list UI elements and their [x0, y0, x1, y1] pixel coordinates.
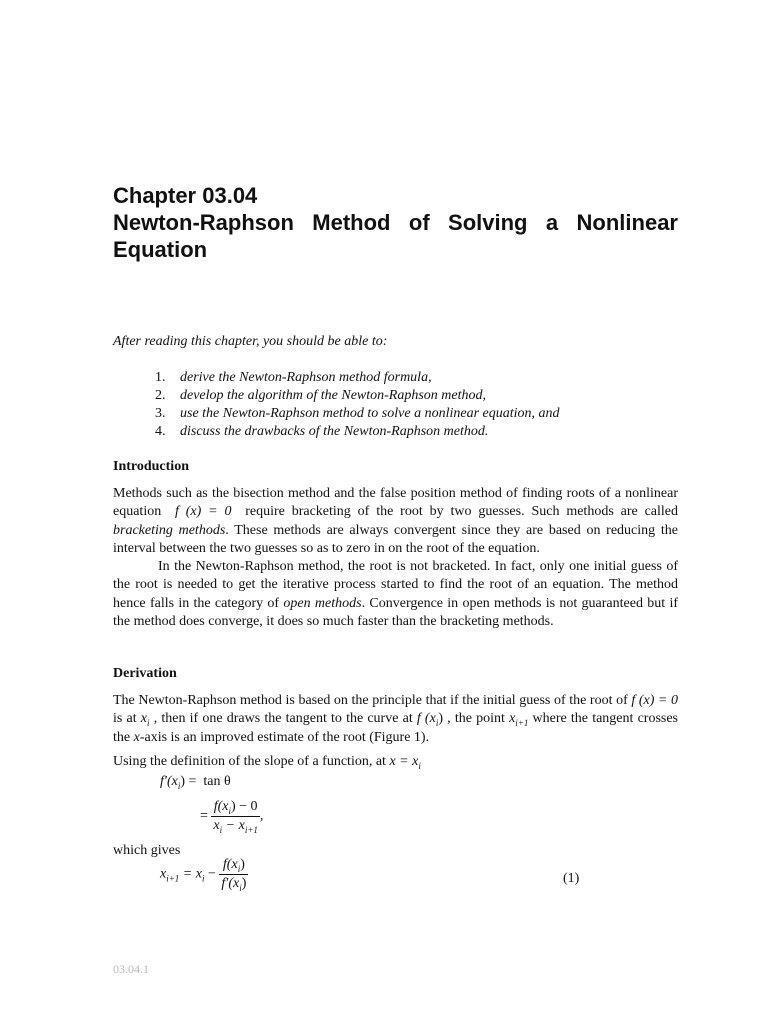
chapter-title [113, 209, 678, 263]
section-heading-introduction: Introduction [113, 459, 189, 474]
chapter-title-line-1: Newton-Raphson Method of Solving a Nonlinear [113, 210, 678, 235]
chapter-number: Chapter 03.04 [113, 183, 258, 208]
slope-definition-line: Using the definition of the slope of a function, at $x = x_i$ [113, 754, 421, 771]
equation-derivative: $f'(x_i) = \tan \theta$ [160, 774, 231, 791]
objectives-intro: After reading this chapter, you should be able to: [113, 334, 388, 349]
fraction: $\frac{f(x_i) - 0}{x_i - x_{i+1}}$ [213, 799, 258, 835]
equation-slope-fraction: = $\frac{f(x_i) - 0}{x_i - x_{i+1}}$ , [200, 799, 264, 835]
equation-number: (1) [563, 871, 580, 886]
objective-item: 4. discuss the drawbacks of the Newton-Raphson method. [155, 424, 489, 439]
introduction-paragraph-2: In the Newton-Raphson method, the root is not bracketed. In fact, only one initial guess of the root is needed to get the iterative process started to find the root of an equation. The method hence falls in the category of open methods. Convergence in open methods is not guaranteed but if the method does converge, it does so much faster than the bracketing methods. [113, 559, 679, 629]
objective-item: 3. use the Newton-Raphson method to solve a nonlinear equation, and [155, 406, 560, 421]
derivation-paragraph: The Newton-Raphson method is based on the principle that if the initial guess of the root of f (x) = 0 is at $x_i$ , then if one draws the tangent to the curve at f $(x_i)$ , the point $x_{i+1}$ where the tangent crosses the x-axis is an improved estimate of the root (Figure 1). [113, 693, 679, 745]
equation-newton-raphson: $x_{i+1} = x_i$ − $\frac{f(x_i)}{f'(x_i)}$ [160, 857, 247, 893]
objective-item: 1. derive the Newton-Raphson method formula, [155, 370, 432, 385]
fraction: $\frac{f(x_i)}{f'(x_i)}$ [221, 857, 247, 893]
objective-item: 2. develop the algorithm of the Newton-Raphson method, [155, 388, 487, 403]
page-number-footer: 03.04.1 [113, 962, 149, 976]
objectives-list [155, 369, 560, 441]
which-gives-text: which gives [113, 843, 181, 858]
section-heading-derivation: Derivation [113, 666, 177, 681]
introduction-paragraph-1: Methods such as the bisection method and the false position method of finding roots of a nonlinear equation f (x) = 0 require bracketing of the root by two guesses. Such methods are called bracketing methods. These methods are always convergent since they are based on reducing the interval between the two guesses so as to zero in on the root of the equation. [113, 486, 679, 556]
chapter-title-line-2: Equation [113, 237, 208, 262]
